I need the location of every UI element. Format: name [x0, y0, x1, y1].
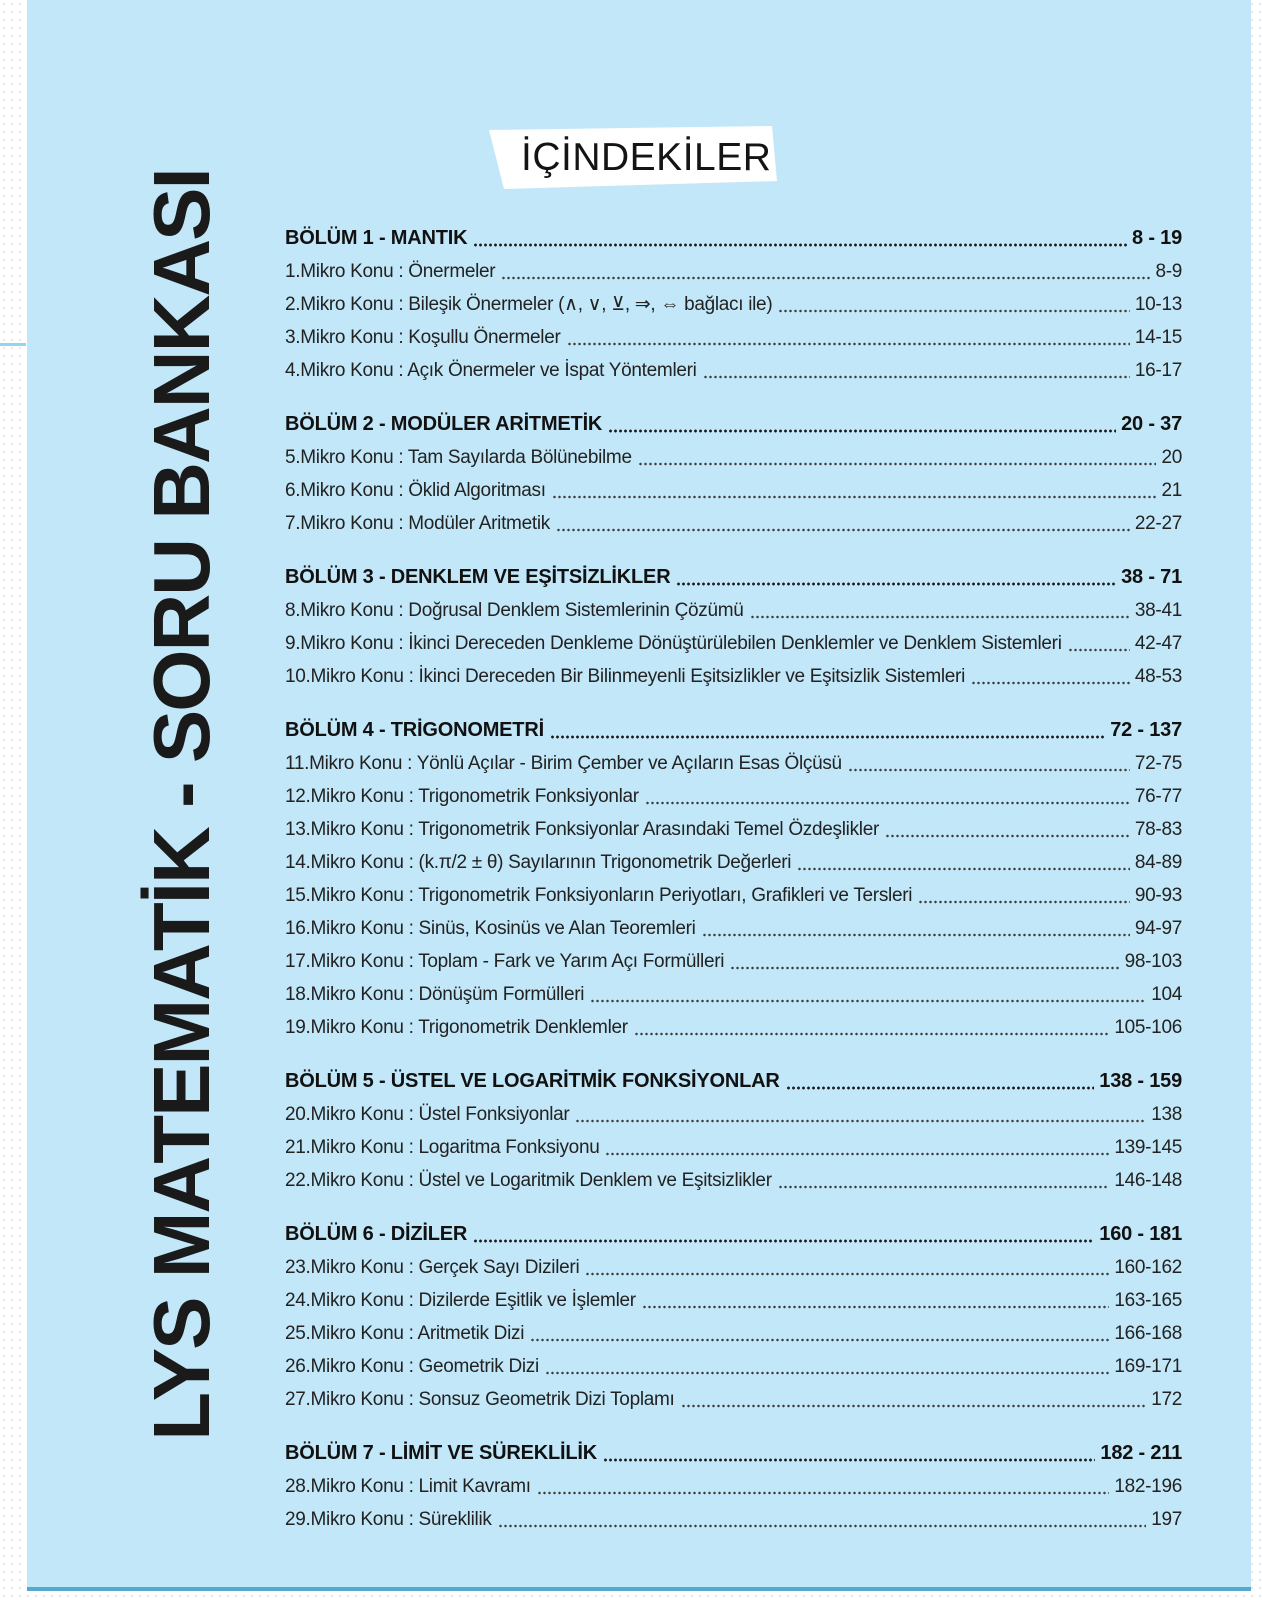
- item-label: 29.Mikro Konu : Süreklilik: [285, 1509, 492, 1530]
- section-title: BÖLÜM 7 - LİMİT VE SÜREKLİLİK: [285, 1442, 597, 1464]
- toc-section: [285, 408, 1182, 540]
- table-of-contents: [285, 222, 1182, 1557]
- dot-leader: [786, 1065, 1095, 1098]
- book-title-vertical: LYS MATEMATİK - SORU BANKASI: [137, 169, 226, 1441]
- dot-leader: [608, 408, 1116, 441]
- item-page-range: 166-168: [1114, 1323, 1182, 1344]
- item-label: 13.Mikro Konu : Trigonometrik Fonksiyonlar Arasındaki Temel Özdeşlikler: [285, 819, 879, 840]
- item-label: 21.Mikro Konu : Logaritma Fonksiyonu: [285, 1137, 600, 1158]
- item-label: 3.Mikro Konu : Koşullu Önermeler: [285, 327, 561, 348]
- item-label: 8.Mikro Konu : Doğrusal Denklem Sistemlerinin Çözümü: [285, 600, 744, 621]
- item-page-range: 76-77: [1134, 786, 1182, 807]
- item-page-range: 98-103: [1124, 951, 1182, 972]
- toc-item-row: [285, 1284, 1182, 1317]
- item-page-range: 38-41: [1134, 600, 1182, 621]
- dot-leader: [590, 978, 1146, 1011]
- dot-leader: [848, 747, 1130, 780]
- dot-leader: [778, 1164, 1110, 1197]
- dot-leader: [567, 321, 1130, 354]
- toc-section-header: [285, 1437, 1182, 1470]
- bottom-accent-bar: [27, 1587, 1251, 1591]
- item-label: 28.Mikro Konu : Limit Kavramı: [285, 1476, 531, 1497]
- item-label: 15.Mikro Konu : Trigonometrik Fonksiyonların Periyotları, Grafikleri ve Tersleri: [285, 885, 913, 906]
- toc-section-header: [285, 561, 1182, 594]
- toc-section: [285, 561, 1182, 693]
- toc-section: [285, 222, 1182, 387]
- toc-section-header: [285, 1065, 1182, 1098]
- dot-leader: [703, 354, 1130, 387]
- toc-section-header: [285, 1218, 1182, 1251]
- dot-leader: [501, 255, 1150, 288]
- item-page-range: 10-13: [1134, 294, 1182, 315]
- toc-item-row: [285, 288, 1182, 321]
- margin-crop-mark: [0, 343, 26, 346]
- toc-section: [285, 714, 1182, 1044]
- item-label: 27.Mikro Konu : Sonsuz Geometrik Dizi Toplamı: [285, 1389, 675, 1410]
- dot-leader: [605, 1131, 1109, 1164]
- item-page-range: 20: [1161, 447, 1182, 468]
- item-page-range: 182-196: [1114, 1476, 1182, 1497]
- item-label: 5.Mikro Konu : Tam Sayılarda Bölünebilme: [285, 447, 632, 468]
- item-page-range: 90-93: [1134, 885, 1182, 906]
- item-label: 2.Mikro Konu : Bileşik Önermeler (∧, ∨, ⊻, ⇒, ⇔ bağlacı ile): [285, 294, 773, 315]
- dot-leader: [552, 474, 1157, 507]
- dot-leader: [645, 780, 1130, 813]
- item-label: 22.Mikro Konu : Üstel ve Logaritmik Denklem ve Eşitsizlikler: [285, 1170, 772, 1191]
- item-label: 17.Mikro Konu : Toplam - Fark ve Yarım Açı Formülleri: [285, 951, 725, 972]
- dot-leader: [473, 222, 1127, 255]
- item-page-range: 94-97: [1134, 918, 1182, 939]
- toc-item-row: [285, 1251, 1182, 1284]
- item-page-range: 22-27: [1134, 513, 1182, 534]
- page-title: İÇİNDEKİLER: [521, 136, 772, 179]
- dot-leader: [676, 561, 1116, 594]
- dot-leader: [585, 1251, 1109, 1284]
- item-page-range: 197: [1151, 1509, 1182, 1530]
- item-page-range: 105-106: [1114, 1017, 1182, 1038]
- item-page-range: 84-89: [1134, 852, 1182, 873]
- dot-leader: [556, 507, 1130, 540]
- toc-item-row: [285, 321, 1182, 354]
- dot-leader: [638, 441, 1157, 474]
- toc-item-row: [285, 507, 1182, 540]
- toc-item-row: [285, 1098, 1182, 1131]
- dot-leader: [537, 1470, 1110, 1503]
- toc-item-row: [285, 747, 1182, 780]
- item-page-range: 163-165: [1114, 1290, 1182, 1311]
- item-page-range: 138: [1151, 1104, 1182, 1125]
- toc-item-row: [285, 1317, 1182, 1350]
- toc-item-row: [285, 879, 1182, 912]
- dot-leader: [473, 1218, 1094, 1251]
- item-page-range: 172: [1151, 1389, 1182, 1410]
- section-page-range: 160 - 181: [1099, 1223, 1182, 1245]
- item-label: 10.Mikro Konu : İkinci Dereceden Bir Bilinmeyenli Eşitsizlikler ve Eşitsizlik Sistemleri: [285, 666, 965, 687]
- item-label: 24.Mikro Konu : Dizilerde Eşitlik ve İşlemler: [285, 1290, 636, 1311]
- item-label: 20.Mikro Konu : Üstel Fonksiyonlar: [285, 1104, 570, 1125]
- item-label: 19.Mikro Konu : Trigonometrik Denklemler: [285, 1017, 628, 1038]
- toc-section: [285, 1065, 1182, 1197]
- item-label: 4.Mikro Konu : Açık Önermeler ve İspat Yöntemleri: [285, 360, 697, 381]
- item-page-range: 146-148: [1114, 1170, 1182, 1191]
- dot-leader: [918, 879, 1130, 912]
- section-page-range: 72 - 137: [1110, 719, 1182, 741]
- dot-leader: [885, 813, 1130, 846]
- section-title: BÖLÜM 6 - DİZİLER: [285, 1223, 468, 1245]
- item-page-range: 8-9: [1155, 261, 1182, 282]
- section-page-range: 38 - 71: [1121, 566, 1182, 588]
- item-label: 1.Mikro Konu : Önermeler: [285, 261, 496, 282]
- toc-item-row: [285, 1011, 1182, 1044]
- toc-item-row: [285, 1470, 1182, 1503]
- dot-leader: [575, 1098, 1146, 1131]
- toc-item-row: [285, 846, 1182, 879]
- section-title: BÖLÜM 5 - ÜSTEL VE LOGARİTMİK FONKSİYONLAR: [285, 1070, 780, 1092]
- toc-item-row: [285, 1383, 1182, 1416]
- toc-item-row: [285, 474, 1182, 507]
- toc-item-row: [285, 255, 1182, 288]
- item-page-range: 21: [1161, 480, 1182, 501]
- section-title: BÖLÜM 1 - MANTIK: [285, 227, 468, 249]
- toc-item-row: [285, 1164, 1182, 1197]
- toc-section-header: [285, 408, 1182, 441]
- toc-item-row: [285, 354, 1182, 387]
- item-label: 6.Mikro Konu : Öklid Algoritması: [285, 480, 546, 501]
- dot-leader: [530, 1317, 1109, 1350]
- dot-leader: [702, 912, 1130, 945]
- dot-leader: [750, 594, 1130, 627]
- item-page-range: 42-47: [1134, 633, 1182, 654]
- toc-item-row: [285, 780, 1182, 813]
- item-page-range: 160-162: [1114, 1257, 1182, 1278]
- toc-item-row: [285, 627, 1182, 660]
- dot-leader: [498, 1503, 1147, 1536]
- item-page-range: 72-75: [1134, 753, 1182, 774]
- item-page-range: 16-17: [1134, 360, 1182, 381]
- item-label: 25.Mikro Konu : Aritmetik Dizi: [285, 1323, 525, 1344]
- toc-section: [285, 1437, 1182, 1536]
- item-label: 9.Mikro Konu : İkinci Dereceden Denkleme Dönüştürülebilen Denklemler ve Denklem Sistemleri: [285, 633, 1062, 654]
- section-page-range: 8 - 19: [1132, 227, 1182, 249]
- item-label: 12.Mikro Konu : Trigonometrik Fonksiyonlar: [285, 786, 639, 807]
- toc-section-header: [285, 714, 1182, 747]
- item-page-range: 48-53: [1134, 666, 1182, 687]
- page-background: [27, 0, 1251, 1591]
- dot-leader: [971, 660, 1130, 693]
- toc-item-row: [285, 945, 1182, 978]
- toc-item-row: [285, 660, 1182, 693]
- dot-leader: [634, 1011, 1110, 1044]
- dot-leader: [797, 846, 1130, 879]
- section-page-range: 20 - 37: [1121, 413, 1182, 435]
- item-label: 26.Mikro Konu : Geometrik Dizi: [285, 1356, 539, 1377]
- toc-section: [285, 1218, 1182, 1416]
- item-page-range: 78-83: [1134, 819, 1182, 840]
- item-label: 14.Mikro Konu : (k.π/2 ± θ) Sayılarının Trigonometrik Değerleri: [285, 852, 792, 873]
- dot-leader: [1068, 627, 1130, 660]
- toc-item-row: [285, 978, 1182, 1011]
- item-page-range: 104: [1151, 984, 1182, 1005]
- item-page-range: 14-15: [1134, 327, 1182, 348]
- dot-leader: [778, 288, 1130, 321]
- section-title: BÖLÜM 2 - MODÜLER ARİTMETİK: [285, 413, 603, 435]
- item-label: 23.Mikro Konu : Gerçek Sayı Dizileri: [285, 1257, 580, 1278]
- toc-item-row: [285, 1503, 1182, 1536]
- section-page-range: 138 - 159: [1099, 1070, 1182, 1092]
- dot-leader: [545, 1350, 1109, 1383]
- section-title: BÖLÜM 4 - TRİGONOMETRİ: [285, 719, 544, 741]
- dot-leader: [603, 1437, 1095, 1470]
- dot-leader: [730, 945, 1119, 978]
- toc-section-header: [285, 222, 1182, 255]
- toc-item-row: [285, 1131, 1182, 1164]
- item-label: 7.Mikro Konu : Modüler Aritmetik: [285, 513, 550, 534]
- dot-leader: [681, 1383, 1147, 1416]
- dot-leader: [550, 714, 1105, 747]
- item-label: 18.Mikro Konu : Dönüşüm Formülleri: [285, 984, 585, 1005]
- section-page-range: 182 - 211: [1100, 1442, 1182, 1464]
- toc-item-row: [285, 1350, 1182, 1383]
- toc-item-row: [285, 813, 1182, 846]
- item-label: 16.Mikro Konu : Sinüs, Kosinüs ve Alan Teoremleri: [285, 918, 696, 939]
- toc-item-row: [285, 441, 1182, 474]
- toc-item-row: [285, 912, 1182, 945]
- section-title: BÖLÜM 3 - DENKLEM VE EŞİTSİZLİKLER: [285, 566, 671, 588]
- toc-item-row: [285, 594, 1182, 627]
- item-label: 11.Mikro Konu : Yönlü Açılar - Birim Çember ve Açıların Esas Ölçüsü: [285, 753, 842, 774]
- item-page-range: 139-145: [1114, 1137, 1182, 1158]
- dot-leader: [642, 1284, 1110, 1317]
- item-page-range: 169-171: [1114, 1356, 1182, 1377]
